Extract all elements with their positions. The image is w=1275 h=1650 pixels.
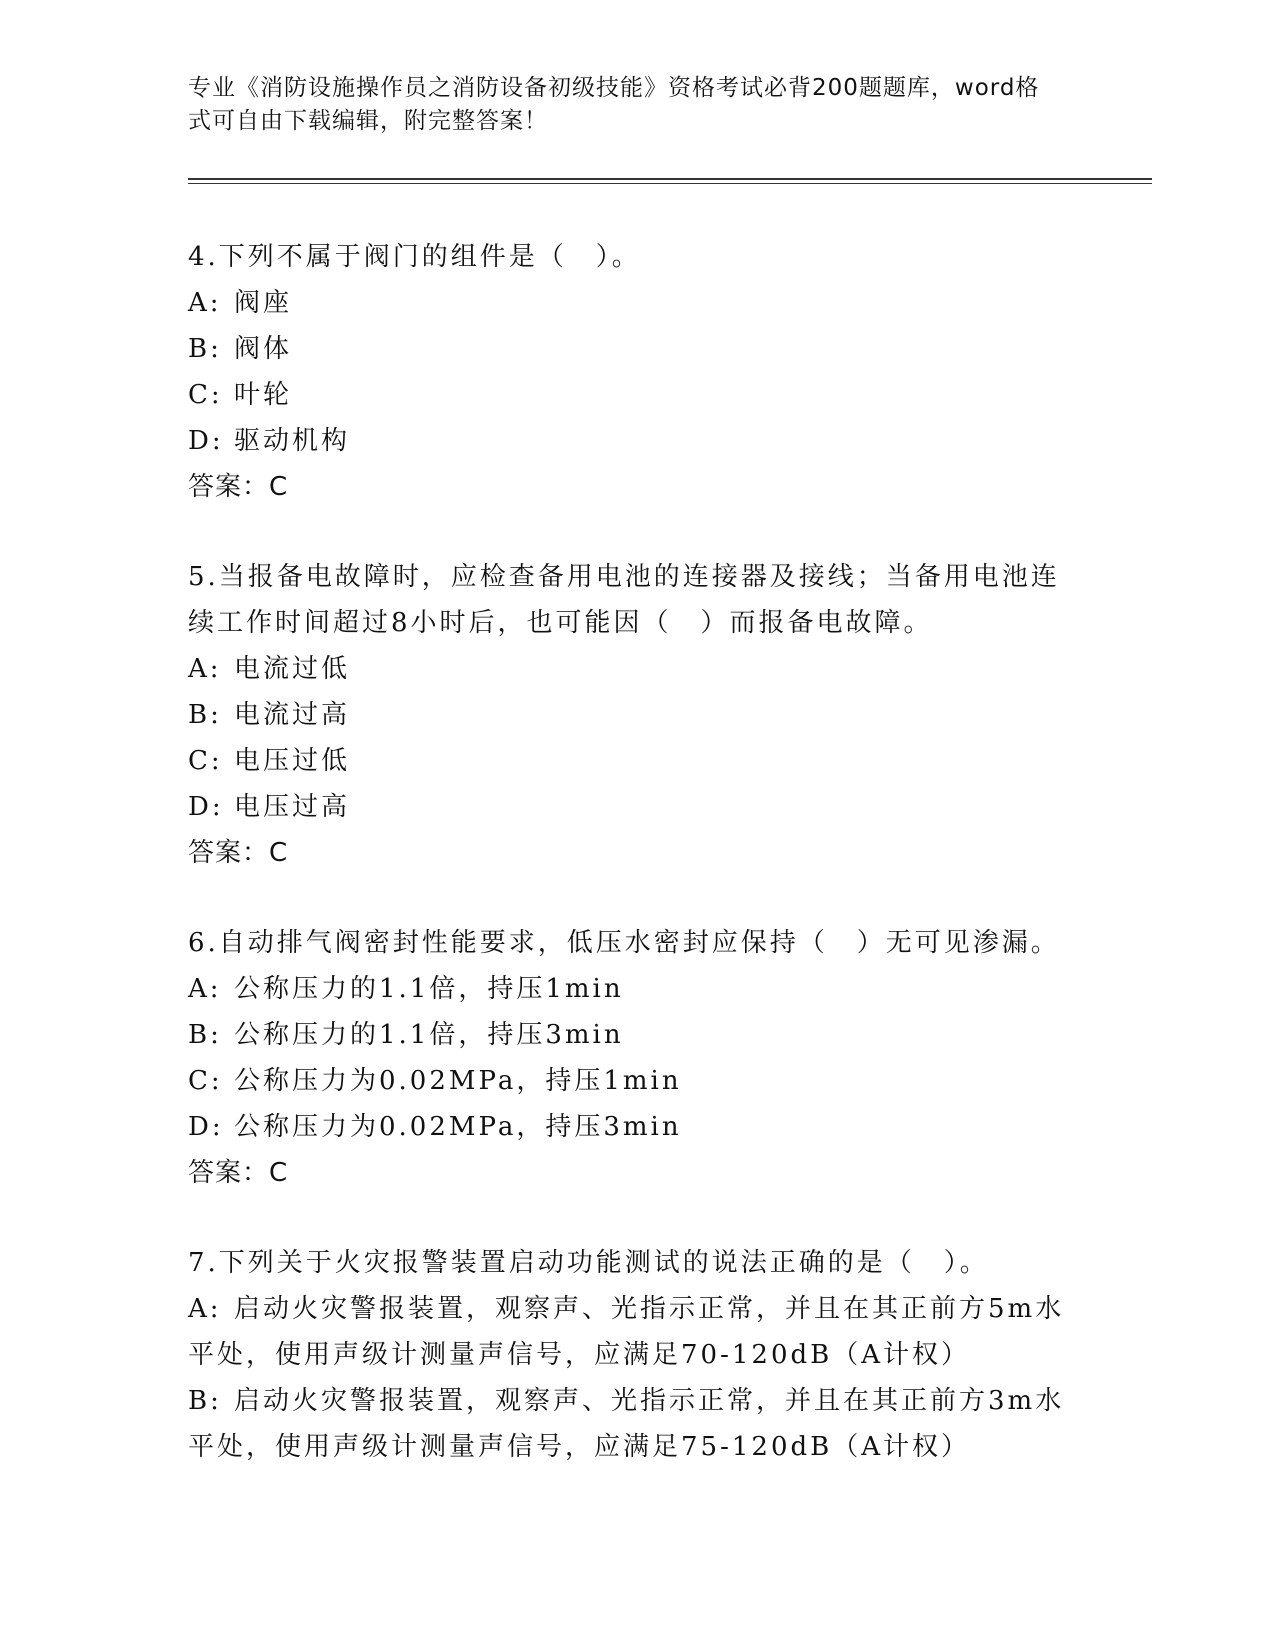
option-text: 启动火灾警报装置，观察声、光指示正常，并且在其正前方3m水 平处，使用声级计测量声信号，应满足75-120dB（A计权） (188, 1386, 1065, 1462)
option-label: D: (188, 792, 224, 822)
answer-value: C (269, 1158, 289, 1188)
option-item (188, 646, 1068, 692)
header-divider-thin (188, 183, 1152, 184)
question-block (188, 234, 1068, 510)
answer-value: C (269, 838, 289, 868)
option-item (188, 1378, 1068, 1470)
option-label: C: (188, 380, 223, 410)
option-text: 电压过低 (234, 746, 351, 776)
option-text: 电流过高 (234, 700, 351, 730)
option-item (188, 326, 1068, 372)
question-stem-line: 6.自动排气阀密封性能要求，低压水密封应保持（ ）无可见渗漏。 (188, 928, 1060, 958)
question-stem-line: 7.下列关于火灾报警装置启动功能测试的说法正确的是（ ）。 (188, 1248, 989, 1278)
option-label: D: (188, 426, 224, 456)
option-text: 公称压力的1.1倍，持压3min (234, 1020, 624, 1050)
option-label: A: (188, 654, 222, 684)
option-text: 阀体 (234, 334, 293, 364)
header-line-1: 专业《消防设施操作员之消防设备初级技能》资格考试必背200题题库，word格 (188, 75, 1040, 101)
question-stem-line: 续工作时间超过8小时后，也可能因（ ）而报备电故障。 (188, 608, 933, 638)
option-text: 叶轮 (234, 380, 293, 410)
option-item (188, 1104, 1068, 1150)
option-label: A: (188, 974, 222, 1004)
option-label: A: (188, 1294, 222, 1324)
option-item (188, 966, 1068, 1012)
answer-line (188, 464, 1068, 510)
option-item (188, 1012, 1068, 1058)
question-list (188, 234, 1068, 1514)
option-text: 电流过低 (234, 654, 351, 684)
answer-line (188, 830, 1068, 876)
option-text: 驱动机构 (234, 426, 351, 456)
answer-line (188, 1150, 1068, 1196)
answer-label: 答案： (188, 472, 270, 502)
option-item (188, 1286, 1068, 1378)
header-line-2: 式可自由下载编辑，附完整答案！ (188, 108, 548, 134)
answer-value: C (269, 472, 289, 502)
option-item (188, 418, 1068, 464)
option-text: 公称压力为0.02MPa，持压1min (234, 1066, 682, 1096)
header-divider-thick (188, 178, 1152, 180)
option-label: B: (188, 1386, 222, 1416)
option-label: B: (188, 1020, 222, 1050)
option-item (188, 738, 1068, 784)
option-text: 公称压力的1.1倍，持压1min (234, 974, 624, 1004)
question-block (188, 920, 1068, 1196)
question-stem-line: 5.当报备电故障时，应检查备用电池的连接器及接线；当备用电池连 (188, 562, 1060, 592)
answer-label: 答案： (188, 1158, 270, 1188)
option-item (188, 1058, 1068, 1104)
option-item (188, 692, 1068, 738)
option-text: 阀座 (234, 288, 293, 318)
option-text: 公称压力为0.02MPa，持压3min (234, 1112, 682, 1142)
option-text: 电压过高 (234, 792, 351, 822)
question-block (188, 1240, 1068, 1470)
option-item (188, 280, 1068, 326)
option-label: B: (188, 700, 222, 730)
option-label: A: (188, 288, 222, 318)
answer-label: 答案： (188, 838, 270, 868)
option-text: 启动火灾警报装置，观察声、光指示正常，并且在其正前方5m水 平处，使用声级计测量声信号，应满足70-120dB（A计权） (188, 1294, 1065, 1370)
option-item (188, 784, 1068, 830)
option-label: C: (188, 1066, 223, 1096)
option-label: C: (188, 746, 223, 776)
option-label: D: (188, 1112, 224, 1142)
question-stem-line: 4.下列不属于阀门的组件是（ ）。 (188, 242, 641, 272)
question-block (188, 554, 1068, 876)
option-label: B: (188, 334, 222, 364)
option-item (188, 372, 1068, 418)
document-header (188, 72, 1068, 138)
